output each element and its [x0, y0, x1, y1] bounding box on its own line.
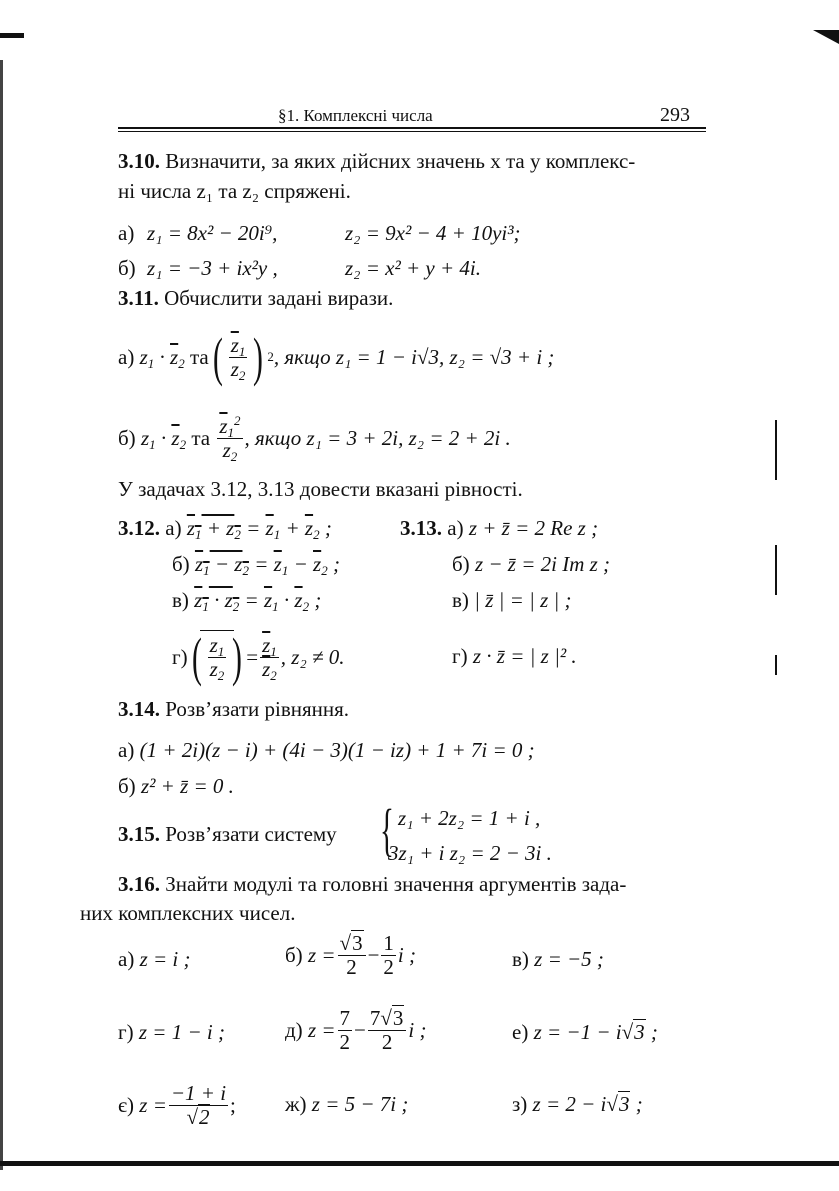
problem-3-11-a: а) $z_1 \cdot \overline{z}_2$ та ( $\frac{\overline{z}_1}{z_2}$ ) 2 , якщо z₁ = 1 − i√3, z₂ = √3 + i ;	[118, 327, 555, 387]
identity: | z̄ | = | z | ;	[474, 588, 572, 612]
problem-3-12-a	[118, 516, 332, 541]
problem-text: Визначити, за яких дійсних значень x та y комплекс-	[165, 149, 636, 173]
problem-3-12-v	[172, 588, 321, 613]
problem-3-13-b	[452, 552, 610, 577]
identity-conj-sum: $z_1 + z_2 = \overline{z}_1 + \overline{z}_2$ ;	[186, 516, 332, 542]
problem-3-14-b	[118, 774, 234, 799]
problem-3-14-a	[118, 738, 535, 763]
page-number: 293	[660, 104, 690, 126]
condition: , якщо z₁ = 1 − i√3, z₂ = √3 + i ;	[273, 344, 555, 369]
problem-3-13-a	[400, 516, 598, 541]
item-label: г)	[118, 1020, 134, 1044]
fraction-7-over-2: $\frac{7}{2}$	[339, 1006, 351, 1054]
label-v: в)	[172, 588, 189, 612]
condition: , якщо z₁ = 3 + 2i, z₂ = 2 + 2i .	[244, 425, 511, 450]
problem-3-12-g: г) ( $\frac{z_1}{z_2}$ ) = $\frac{\overline{z}_1}{\overline{z}_2}$ , z₂ ≠ 0.	[172, 627, 345, 687]
paren-left: (	[191, 627, 202, 687]
item-expression: z = 2 − i √ 3 ;	[533, 1092, 643, 1116]
word-ta: та	[189, 344, 209, 369]
item-expression: z = 5 − 7i ;	[311, 1092, 409, 1116]
problem-3-13-v	[452, 588, 572, 613]
intro-3-12-3-13: У задачах 3.12, 3.13 довести вказані рівності.	[118, 477, 523, 501]
fraction-conj-z1-sq-over-z2: $\frac{\overline{z}_1^2}{z_2}$	[219, 413, 241, 464]
label-a: а)	[118, 344, 135, 369]
problem-number: 3.11.	[118, 286, 159, 310]
product-z1-conj-z2: $z_1 \cdot \overline{z}_2$	[139, 344, 185, 371]
problem-number: 3.14.	[118, 697, 160, 721]
problem-3-10-line1	[118, 149, 635, 174]
label-a: а)	[118, 221, 135, 245]
scan-mark-top-left	[0, 33, 24, 38]
identity: z · z̄ = | z |² .	[472, 644, 577, 668]
problem-text: Розв’язати рівняння.	[165, 697, 350, 721]
formula-z2: z₂ = 9x² − 4 + 10yi³;	[345, 221, 521, 245]
label-b: б)	[452, 552, 470, 576]
identity-conj-product: $z_1 \cdot z_2 = \overline{z}_1 \cdot \overline{z}_2$ ;	[194, 588, 322, 614]
item-g	[118, 1020, 225, 1045]
item-zh	[285, 1092, 408, 1117]
label-a: а)	[118, 738, 135, 762]
scan-mark-left-edge	[0, 60, 3, 1170]
item-a	[118, 947, 191, 972]
item-label: ж)	[285, 1092, 307, 1116]
fraction-7sqrt3-over-2: $\frac{7 √ 3}{2}$	[368, 1007, 407, 1052]
scan-mark-top-right	[813, 30, 839, 44]
equation: (1 + 2i)(z − i) + (4i − 3)(1 − iz) + 1 + 7i = 0 ;	[139, 738, 535, 762]
item-label: а)	[118, 947, 135, 971]
fraction-conj-z1-over-conj-z2: $\frac{\overline{z}_1}{\overline{z}_2}$	[262, 633, 277, 683]
system-brace: {	[379, 797, 394, 862]
formula-z1: z₁ = 8x² − 20i⁹,	[147, 221, 278, 245]
formula-z2: z₂ = x² + y + 4i.	[345, 256, 482, 280]
paren-right: )	[232, 627, 243, 687]
paren-left: (	[212, 327, 223, 387]
item-expression: z = i ;	[139, 947, 191, 971]
problem-number: 3.13.	[400, 516, 442, 540]
item-label: е)	[512, 1020, 529, 1044]
item-expression: z = 1 − i ;	[138, 1020, 225, 1044]
item-ye: є) z = −1 + i √ 2 ;	[118, 1070, 236, 1140]
problem-3-13-g	[452, 644, 577, 669]
problem-3-15	[118, 822, 337, 847]
scan-bottom-line	[0, 1161, 839, 1166]
scan-mark-right-1	[775, 420, 777, 480]
label-a: а)	[447, 516, 464, 540]
problem-3-12-b	[172, 552, 340, 577]
header-rule-1	[118, 127, 706, 129]
fraction-1-over-2: $\frac{1}{2}$	[383, 931, 394, 979]
formula-z1: z₁ = −3 + ix²y ,	[147, 256, 278, 280]
overline-bar	[200, 630, 235, 631]
problem-3-16-line2: них комплексних чисел.	[80, 901, 296, 925]
item-label: є)	[118, 1092, 135, 1117]
problem-text: Обчислити задані вирази.	[164, 286, 394, 310]
item-expression: z =	[307, 1017, 336, 1042]
system-equation-2: 3z₁ + i z₂ = 2 − 3i .	[388, 841, 552, 865]
problem-3-16-line1	[118, 872, 626, 897]
identity: z + z̄ = 2 Re z ;	[468, 516, 599, 540]
label-a: а)	[165, 516, 182, 540]
identity: z − z̄ = 2i Im z ;	[474, 552, 611, 576]
label-b: б)	[118, 425, 136, 450]
fraction-neg1-plus-i-over-sqrt2: −1 + i √ 2	[169, 1082, 228, 1127]
fraction-sqrt3-over-2: √ $\frac{3}{2}$	[338, 932, 366, 977]
item-b: б) z = √ $\frac{3}{2}$ − $\frac{1}{2}$ i ;	[285, 920, 416, 990]
problem-3-10-line2: ні числа z₁ та z₂ спряжені.	[118, 179, 351, 203]
problem-number: 3.16.	[118, 872, 160, 896]
item-label: в)	[512, 947, 529, 971]
item-e	[512, 1020, 658, 1045]
problem-3-11-b	[118, 408, 511, 468]
item-label: д)	[285, 1017, 303, 1042]
fraction-conj-z1-over-z2: $\frac{\overline{z}_1}{z_2}$	[230, 333, 246, 383]
item-expression: z =	[307, 942, 336, 967]
item-label: б)	[285, 942, 303, 967]
scan-mark-right-3	[775, 655, 777, 675]
item-expression: z = −5 ;	[534, 947, 604, 971]
item-d: д) z = $\frac{7}{2}$ − $\frac{7 √ 3}{2}$ i ;	[285, 995, 426, 1065]
paren-right: )	[253, 327, 264, 387]
label-g: г)	[452, 644, 468, 668]
label-v: в)	[452, 588, 469, 612]
condition: , z₂ ≠ 0.	[280, 644, 345, 669]
label-b: б)	[118, 774, 136, 798]
problem-3-14	[118, 697, 349, 722]
item-v	[512, 947, 604, 972]
running-header: §1. Комплексні числа	[278, 106, 433, 125]
fraction-z1-over-z2: $\frac{z_1}{z_2}$	[208, 634, 227, 679]
header-rule-2	[118, 131, 706, 132]
problem-number: 3.10.	[118, 149, 160, 173]
system-equation-1: z₁ + 2z₂ = 1 + i ,	[398, 806, 541, 830]
label-b: б)	[118, 256, 136, 280]
item-label: з)	[512, 1092, 528, 1116]
problem-3-11	[118, 286, 393, 311]
problem-number: 3.15.	[118, 822, 160, 846]
item-expression: z = −1 − i √ 3 ;	[534, 1020, 658, 1044]
label-g: г)	[172, 644, 188, 669]
problem-number: 3.12.	[118, 516, 160, 540]
scan-mark-right-2	[775, 545, 777, 595]
problem-text: Розв’язати систему	[165, 822, 337, 846]
problem-text: Знайти модулі та головні значення аргументів зада-	[165, 872, 627, 896]
identity-conj-difference: $z_1 - z_2 = \overline{z}_1 - \overline{z}_2$ ;	[194, 552, 340, 578]
item-expression: z =	[139, 1092, 167, 1117]
equation: z² + z̄ = 0 .	[140, 774, 234, 798]
label-b: б)	[172, 552, 190, 576]
item-z	[512, 1092, 643, 1117]
word-ta: та	[191, 425, 211, 450]
product-z1-conj-z2: $z_1 \cdot \overline{z}_2$	[140, 425, 187, 452]
